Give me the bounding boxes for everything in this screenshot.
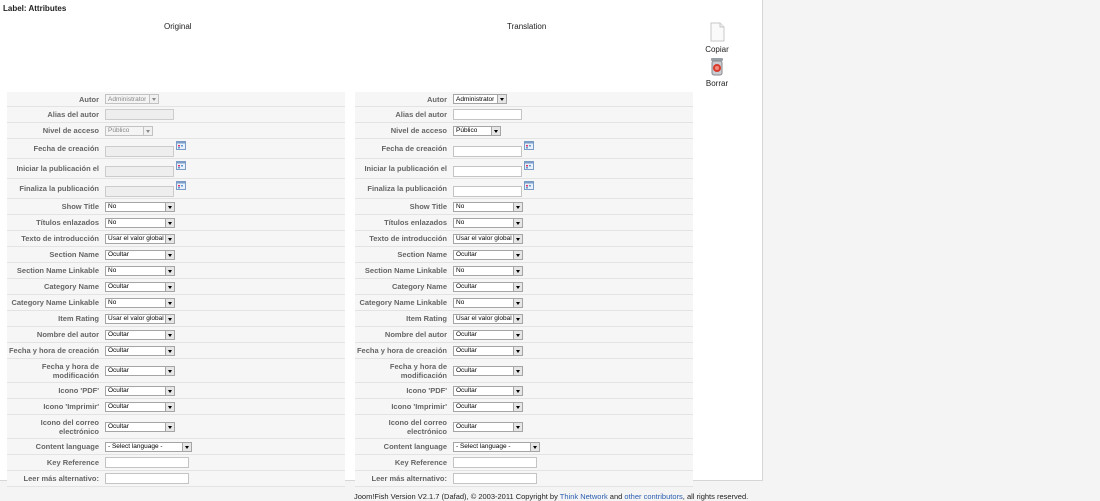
chevron-down-icon: [513, 403, 522, 411]
chevron-down-icon: [513, 331, 522, 339]
delete-button[interactable]: [697, 56, 737, 88]
attribute-row-content-language: [355, 439, 693, 455]
attribute-label: Iniciar la publicación el: [364, 164, 447, 173]
attribute-label: Icono del correo electrónico: [40, 417, 99, 436]
translation-attributes-table: [355, 92, 693, 487]
alias-del-autor-input[interactable]: [453, 109, 522, 120]
attribute-label: Content language: [35, 442, 99, 451]
attribute-value-cell: [451, 330, 523, 340]
attribute-value-cell: [451, 181, 534, 197]
attribute-label: Títulos enlazados: [36, 218, 99, 227]
attribute-row-category-name: [7, 279, 345, 295]
select-value: Usar el valor global: [456, 235, 512, 242]
attribute-label: Section Name Linkable: [364, 266, 447, 275]
attribute-label: Fecha de creación: [33, 144, 99, 153]
chevron-down-icon: [165, 235, 174, 243]
chevron-down-icon: [513, 387, 522, 395]
chevron-down-icon: [513, 423, 522, 431]
select-value: Ocultar: [456, 387, 477, 394]
select-value: Ocultar: [108, 423, 129, 430]
attribute-row-nombre-del-autor: [355, 327, 693, 343]
attribute-label: Fecha y hora de creación: [8, 346, 99, 355]
attribute-label: Category Name: [43, 282, 99, 291]
attribute-label: Section Name: [49, 250, 99, 259]
attribute-row-section-name-linkable: [7, 263, 345, 279]
attribute-row-section-name-linkable: [355, 263, 693, 279]
icono-del-correo-electronico-select[interactable]: [105, 422, 175, 432]
chevron-down-icon: [513, 315, 522, 323]
attribute-row-content-language: [7, 439, 345, 455]
chevron-down-icon: [143, 127, 152, 135]
chevron-down-icon: [149, 95, 158, 103]
attribute-row-leer-mas-alternativo: [7, 471, 345, 487]
attribute-row-fecha-y-hora-de-modificacion: [7, 359, 345, 383]
attribute-row-fecha-de-creacion: [7, 139, 345, 159]
attribute-value-cell: [451, 402, 523, 412]
attribute-row-fecha-de-creacion: [355, 139, 693, 159]
attribute-row-nivel-de-acceso: [7, 123, 345, 139]
attribute-label: Section Name Linkable: [16, 266, 99, 275]
attribute-row-nombre-del-autor: [7, 327, 345, 343]
attribute-label: Icono 'Imprimir': [391, 402, 447, 411]
footer-text: Joom!Fish Version V2.1.7 (Dafad), © 2003-2011 Copyright by: [354, 492, 560, 501]
delete-button-label: Borrar: [705, 79, 729, 88]
attribute-label: Alias del autor: [47, 110, 99, 119]
think-network-link[interactable]: Think Network: [559, 492, 608, 501]
attribute-row-icono-pdf: [355, 383, 693, 399]
fecha-de-creacion-date-input[interactable]: [453, 146, 522, 157]
attribute-value-cell: [451, 94, 507, 104]
fecha-y-hora-de-modificacion-select[interactable]: [105, 366, 175, 376]
nivel-de-acceso-select[interactable]: [453, 126, 501, 136]
attribute-row-key-reference: [355, 455, 693, 471]
select-value: Ocultar: [108, 387, 129, 394]
key-reference-input[interactable]: [453, 457, 537, 468]
attribute-label: Category Name Linkable: [359, 298, 447, 307]
chevron-down-icon: [165, 283, 174, 291]
select-value: No: [108, 219, 117, 226]
attribute-label: Icono 'Imprimir': [43, 402, 99, 411]
attribute-label: Category Name Linkable: [11, 298, 99, 307]
attribute-row-icono-del-correo-electronico: [355, 415, 693, 439]
attribute-value-cell: [451, 386, 523, 396]
select-value: No: [108, 203, 117, 210]
column-header-original: Original: [164, 22, 192, 31]
category-name-select[interactable]: [105, 282, 175, 292]
chevron-down-icon: [165, 251, 174, 259]
attribute-value-cell: [103, 250, 175, 260]
select-value: Ocultar: [456, 367, 477, 374]
icono-del-correo-electronico-select[interactable]: [453, 422, 523, 432]
attribute-label: Finaliza la publicación: [367, 184, 447, 193]
attribute-row-fecha-y-hora-de-creacion: [355, 343, 693, 359]
chevron-down-icon: [165, 219, 174, 227]
attribute-row-item-rating: [355, 311, 693, 327]
attribute-label: Autor: [79, 94, 99, 104]
fecha-y-hora-de-creacion-select[interactable]: [105, 346, 175, 356]
icono-imprimir-select[interactable]: [453, 402, 523, 412]
attribute-value-cell: [451, 141, 534, 157]
attribute-label: Icono 'PDF': [406, 386, 447, 395]
attribute-label: Iniciar la publicación el: [16, 164, 99, 173]
select-value: No: [108, 267, 117, 274]
copy-icon: [708, 22, 726, 44]
contributors-link[interactable]: other contributors: [624, 492, 683, 501]
select-value: Ocultar: [108, 331, 129, 338]
select-value: No: [456, 203, 465, 210]
select-value: Ocultar: [456, 251, 477, 258]
select-value: Ocultar: [108, 403, 129, 410]
iniciar-la-publicacion-el-date-input: [105, 166, 174, 177]
select-value: Ocultar: [456, 347, 477, 354]
icono-imprimir-select[interactable]: [105, 402, 175, 412]
finaliza-la-publicacion-date-input[interactable]: [453, 186, 522, 197]
copy-button-label: Copiar: [705, 45, 729, 54]
finaliza-la-publicacion-date-input: [105, 186, 174, 197]
attribute-row-iniciar-la-publicacion-el: [355, 159, 693, 179]
attribute-row-key-reference: [7, 455, 345, 471]
fecha-y-hora-de-creacion-select[interactable]: [453, 346, 523, 356]
select-value: Ocultar: [108, 367, 129, 374]
autor-select[interactable]: [453, 94, 507, 104]
chevron-down-icon: [513, 283, 522, 291]
attribute-value-cell: [451, 346, 523, 356]
attribute-value-cell: [103, 366, 175, 376]
attribute-value-cell: [103, 109, 174, 120]
key-reference-input[interactable]: [105, 457, 189, 468]
titulos-enlazados-select[interactable]: [453, 218, 523, 228]
attribute-value-cell: [451, 366, 523, 376]
chevron-down-icon: [165, 367, 174, 375]
select-value: - Select language -: [456, 443, 511, 450]
attribute-value-cell: [103, 141, 186, 157]
show-title-select[interactable]: [105, 202, 175, 212]
calendar-icon[interactable]: [524, 140, 534, 150]
attribute-label: Item Rating: [406, 314, 447, 323]
texto-de-introduccion-select[interactable]: [453, 234, 523, 244]
attribute-row-iniciar-la-publicacion-el: [7, 159, 345, 179]
chevron-down-icon: [165, 347, 174, 355]
attribute-label: Category Name: [391, 282, 447, 291]
chevron-down-icon: [165, 299, 174, 307]
attribute-row-category-name-linkable: [7, 295, 345, 311]
attribute-value-cell: [451, 298, 523, 308]
chevron-down-icon: [165, 423, 174, 431]
select-value: Ocultar: [456, 283, 477, 290]
chevron-down-icon: [513, 251, 522, 259]
leer-mas-alternativo-input[interactable]: [453, 473, 537, 484]
chevron-down-icon: [165, 387, 174, 395]
attribute-label: Texto de introducción: [21, 234, 99, 243]
select-value: Ocultar: [108, 347, 129, 354]
attribute-value-cell: [103, 457, 189, 468]
chevron-down-icon: [513, 299, 522, 307]
chevron-down-icon: [165, 403, 174, 411]
chevron-down-icon: [513, 367, 522, 375]
icono-pdf-select[interactable]: [105, 386, 175, 396]
attribute-row-titulos-enlazados: [7, 215, 345, 231]
attribute-value-cell: [451, 250, 523, 260]
fecha-y-hora-de-modificacion-select[interactable]: [453, 366, 523, 376]
attribute-label: Fecha y hora de creación: [356, 346, 447, 355]
attribute-value-cell: [103, 161, 186, 177]
category-name-select[interactable]: [453, 282, 523, 292]
attribute-row-show-title: [355, 199, 693, 215]
attribute-label: Nivel de acceso: [42, 126, 99, 135]
attribute-label: Nombre del autor: [36, 330, 99, 339]
attribute-value-cell: [451, 202, 523, 212]
select-value: Ocultar: [108, 251, 129, 258]
calendar-icon[interactable]: [524, 180, 534, 190]
titulos-enlazados-select[interactable]: [105, 218, 175, 228]
attribute-value-cell: [103, 442, 192, 452]
select-value: No: [456, 219, 465, 226]
attribute-value-cell: [103, 181, 186, 197]
show-title-select[interactable]: [453, 202, 523, 212]
calendar-icon: [176, 160, 186, 170]
attribute-value-cell: [451, 234, 523, 244]
icono-pdf-select[interactable]: [453, 386, 523, 396]
attribute-label: Show Title: [409, 202, 447, 211]
select-value: Administrator: [108, 95, 147, 103]
select-value: Usar el valor global: [108, 315, 164, 322]
attribute-value-cell: [451, 473, 537, 484]
attribute-row-finaliza-la-publicacion: [7, 179, 345, 199]
chevron-down-icon: [165, 315, 174, 323]
attribute-label: Key Reference: [46, 458, 99, 467]
chevron-down-icon: [165, 203, 174, 211]
attribute-row-finaliza-la-publicacion: [355, 179, 693, 199]
original-attributes-table: [7, 92, 345, 487]
attribute-value-cell: [103, 402, 175, 412]
attribute-value-cell: [103, 330, 175, 340]
attribute-label: Fecha de creación: [381, 144, 447, 153]
chevron-down-icon: [165, 267, 174, 275]
attribute-value-cell: [103, 266, 175, 276]
select-value: Ocultar: [456, 423, 477, 430]
section-name-select[interactable]: [105, 250, 175, 260]
attribute-value-cell: [451, 422, 523, 432]
alias-del-autor-input: [105, 109, 174, 120]
attribute-row-fecha-y-hora-de-creacion: [7, 343, 345, 359]
attribute-value-cell: [103, 346, 175, 356]
column-header-translation: Translation: [507, 22, 547, 31]
chevron-down-icon: [491, 127, 500, 135]
attribute-value-cell: [103, 282, 175, 292]
attribute-row-show-title: [7, 199, 345, 215]
select-value: Ocultar: [456, 403, 477, 410]
attribute-value-cell: [103, 234, 175, 244]
attribute-value-cell: [103, 473, 189, 484]
nombre-del-autor-select[interactable]: [453, 330, 523, 340]
calendar-icon: [176, 180, 186, 190]
attribute-value-cell: [103, 94, 159, 104]
attribute-label: Texto de introducción: [369, 234, 447, 243]
attribute-value-cell: [103, 314, 175, 324]
attribute-value-cell: [103, 202, 175, 212]
attribute-label: Show Title: [61, 202, 99, 211]
content-language-select[interactable]: [105, 442, 192, 452]
attribute-label: Autor: [427, 94, 447, 104]
select-value: Administrator: [456, 95, 495, 103]
leer-mas-alternativo-input[interactable]: [105, 473, 189, 484]
attribute-label: Section Name: [397, 250, 447, 259]
iniciar-la-publicacion-el-date-input[interactable]: [453, 166, 522, 177]
attribute-row-item-rating: [7, 311, 345, 327]
item-rating-select[interactable]: [105, 314, 175, 324]
chevron-down-icon: [513, 267, 522, 275]
attribute-value-cell: [103, 422, 175, 432]
attribute-value-cell: [451, 282, 523, 292]
attribute-value-cell: [451, 126, 501, 136]
attribute-label: Nombre del autor: [384, 330, 447, 339]
autor-select: [105, 94, 159, 104]
chevron-down-icon: [497, 95, 506, 103]
attribute-label: Títulos enlazados: [384, 218, 447, 227]
attribute-row-alias-del-autor: [355, 107, 693, 123]
attribute-label: Icono 'PDF': [58, 386, 99, 395]
calendar-icon: [176, 140, 186, 150]
footer-text-and: and: [607, 492, 625, 501]
chevron-down-icon: [530, 443, 539, 451]
attribute-label: Key Reference: [394, 458, 447, 467]
attribute-row-section-name: [7, 247, 345, 263]
attribute-label: Leer más alternativo:: [371, 474, 447, 483]
attribute-row-category-name: [355, 279, 693, 295]
attribute-value-cell: [103, 298, 175, 308]
section-name-linkable-select[interactable]: [105, 266, 175, 276]
attribute-label: Finaliza la publicación: [19, 184, 99, 193]
attribute-label: Content language: [383, 442, 447, 451]
chevron-down-icon: [182, 443, 191, 451]
attribute-value-cell: [451, 109, 522, 120]
item-rating-select[interactable]: [453, 314, 523, 324]
attribute-row-autor: [7, 92, 345, 107]
attribute-row-alias-del-autor: [7, 107, 345, 123]
select-value: - Select language -: [108, 443, 163, 450]
select-value: Usar el valor global: [456, 315, 512, 322]
attribute-value-cell: [451, 161, 534, 177]
attribute-row-autor: [355, 92, 693, 107]
attribute-row-icono-del-correo-electronico: [7, 415, 345, 439]
attribute-value-cell: [451, 457, 537, 468]
attribute-row-texto-de-introduccion: [355, 231, 693, 247]
section-name-linkable-select[interactable]: [453, 266, 523, 276]
attribute-label: Leer más alternativo:: [23, 474, 99, 483]
attribute-label: Nivel de acceso: [390, 126, 447, 135]
select-value: Usar el valor global: [108, 235, 164, 242]
attribute-row-nivel-de-acceso: [355, 123, 693, 139]
select-value: No: [108, 299, 117, 306]
calendar-icon[interactable]: [524, 160, 534, 170]
nivel-de-acceso-select: [105, 126, 153, 136]
select-value: No: [456, 267, 465, 274]
attribute-value-cell: [451, 218, 523, 228]
content-language-select[interactable]: [453, 442, 540, 452]
attribute-label: Fecha y hora de modificación: [41, 361, 99, 380]
attribute-row-titulos-enlazados: [355, 215, 693, 231]
attribute-label: Fecha y hora de modificación: [389, 361, 447, 380]
attribute-value-cell: [103, 218, 175, 228]
attribute-row-icono-imprimir: [7, 399, 345, 415]
section-name-select[interactable]: [453, 250, 523, 260]
select-value: Público: [456, 127, 478, 134]
attribute-row-leer-mas-alternativo: [355, 471, 693, 487]
chevron-down-icon: [513, 203, 522, 211]
trash-icon: [709, 56, 725, 78]
select-value: Público: [108, 127, 130, 134]
attribute-value-cell: [103, 386, 175, 396]
attribute-row-texto-de-introduccion: [7, 231, 345, 247]
attribute-value-cell: [103, 126, 153, 136]
attribute-row-icono-pdf: [7, 383, 345, 399]
attribute-value-cell: [451, 314, 523, 324]
category-name-linkable-select[interactable]: [453, 298, 523, 308]
select-value: Ocultar: [456, 331, 477, 338]
select-value: Ocultar: [108, 283, 129, 290]
attribute-label: Icono del correo electrónico: [388, 417, 447, 436]
chevron-down-icon: [513, 219, 522, 227]
fecha-de-creacion-date-input: [105, 146, 174, 157]
copy-button[interactable]: [697, 22, 737, 54]
texto-de-introduccion-select[interactable]: [105, 234, 175, 244]
attribute-label: Alias del autor: [395, 110, 447, 119]
chevron-down-icon: [513, 347, 522, 355]
select-value: No: [456, 299, 465, 306]
attribute-row-category-name-linkable: [355, 295, 693, 311]
attribute-row-section-name: [355, 247, 693, 263]
attribute-value-cell: [451, 442, 540, 452]
attribute-label: Item Rating: [58, 314, 99, 323]
chevron-down-icon: [513, 235, 522, 243]
category-name-linkable-select[interactable]: [105, 298, 175, 308]
attribute-value-cell: [451, 266, 523, 276]
nombre-del-autor-select[interactable]: [105, 330, 175, 340]
chevron-down-icon: [165, 331, 174, 339]
section-label: Label: Attributes: [3, 4, 67, 13]
attribute-row-fecha-y-hora-de-modificacion: [355, 359, 693, 383]
footer-text-end: , all rights reserved.: [682, 492, 749, 501]
attribute-row-icono-imprimir: [355, 399, 693, 415]
